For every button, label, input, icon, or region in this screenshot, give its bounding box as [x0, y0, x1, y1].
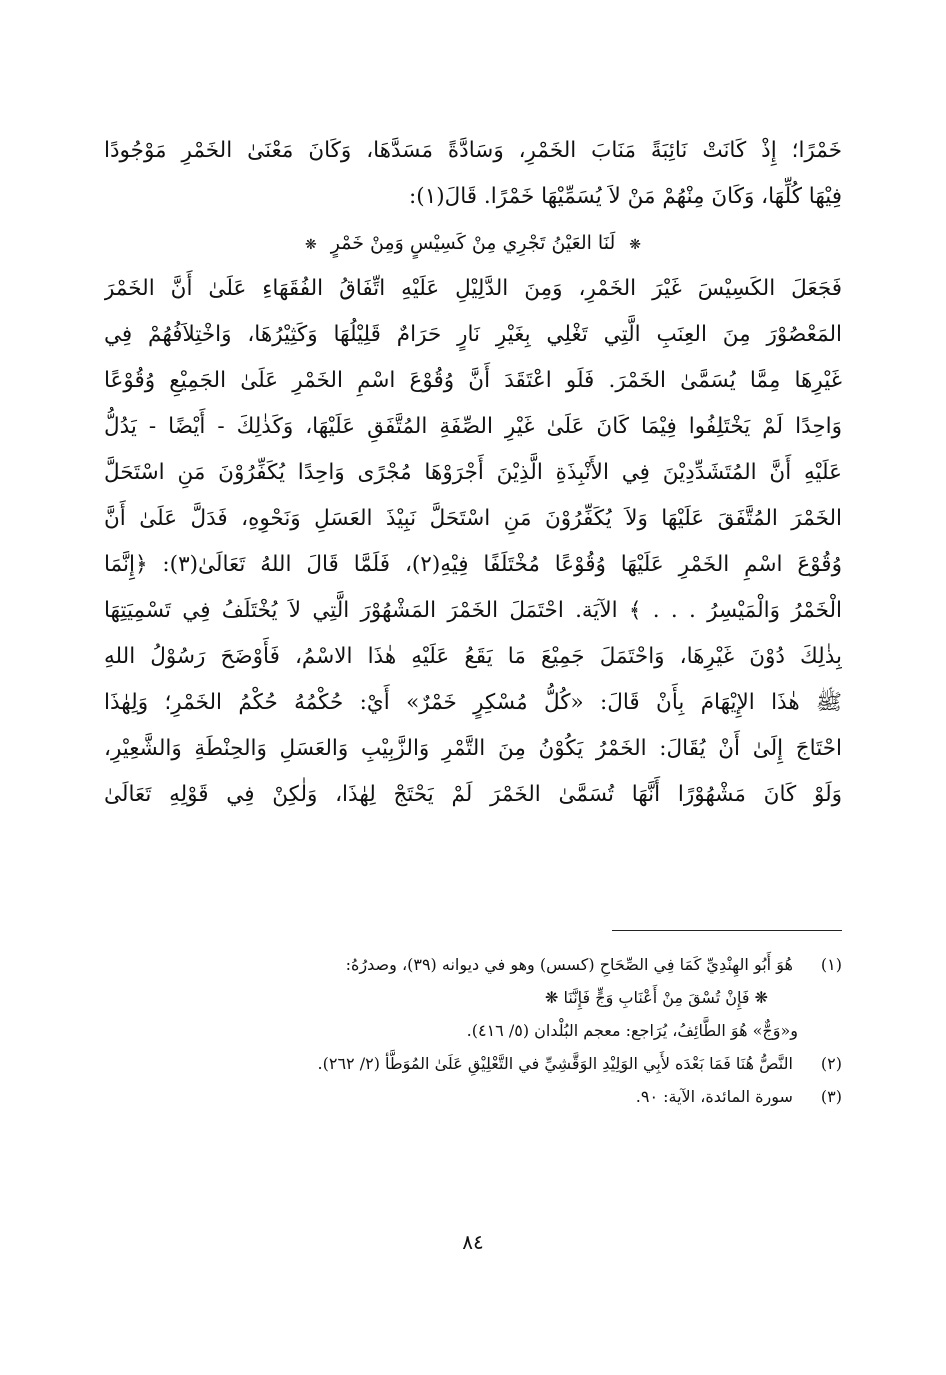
- footnote-text: سورة المائدة، الآية: ٩٠.: [635, 1087, 793, 1106]
- footnote-text: النَّصُّ هُنَا فَمَا بَعْدَه لأَبِي الوَلِيْدِ الوَقَّشِيِّ في التَّعْلِيْقِ عَلَىٰ المُوَطَّأ (٢/ ٢٦٢).: [317, 1054, 793, 1073]
- text-line: خَمْرًا؛ إِذْ كَانَتْ نَائِبَةً مَنَابَ الخَمْرِ، وَسَادَّةً مَسَدَّهَا، وَكَانَ مَعْنَىٰ الخَمْرِ مَوْجُودًا: [104, 138, 842, 163]
- footnote-number: (١): [820, 955, 842, 974]
- main-text: [104, 128, 842, 818]
- star-ornament-icon: ❋: [305, 237, 317, 253]
- text-line: وَلَوْ كَانَ مَشْهُوْرًا أَنَّهَا تُسَمَّىٰ الخَمْرَ لَمْ يَحْتَجْ لِهٰذَا، وَلٰكِنْ فِي قَوْلِهِ تَعَالَىٰ: [104, 782, 842, 807]
- text-line: فِيْهَا كُلِّهَا، وَكَانَ مِنْهُمْ مَنْ لاَ يُسَمِّيْهَا خَمْرًا. قَالَ(١):: [409, 184, 842, 209]
- star-ornament-icon: ❋: [629, 237, 641, 253]
- text-line: وُقُوْعَ اسْمِ الخَمْرِ عَلَيْهَا وُقُوْعًا مُخْتَلَفًا فِيْهِ(٢)، فَلَمَّا قَالَ اللهُ تَعَالَىٰ(٣): ﴿إِنَّمَا: [104, 552, 842, 577]
- footnote-verse: ❋ فَإِنْ تُسْقَ مِنْ أَعْنَابِ وَجٍّ فَإِنَّنَا ❋: [545, 988, 768, 1007]
- footnote: [120, 1047, 842, 1080]
- footnote: [120, 1080, 842, 1113]
- poetry-verse: [104, 220, 842, 266]
- text-line: الخَمْرَ المُتَّفَقَ عَلَيْهَا وَلاَ يُكَفِّرُوْنَ مَنِ اسْتَحَلَّ نَبِيْذَ العَسَلِ وَنَحْوِهِ، فَدَلَّ عَلَىٰ أَنَّ: [104, 506, 842, 531]
- text-line: غَيْرِهَا مِمَّا يُسَمَّىٰ الخَمْرَ. فَلَو اعْتَقَدَ أَنَّ وُقُوْعَ اسْمِ الخَمْرِ عَلَىٰ الجَمِيْعِ وُقُوْعًا: [104, 368, 842, 393]
- footnote-number: (٢): [820, 1054, 842, 1073]
- footnote-number: (٣): [820, 1087, 842, 1106]
- page-number: ٨٤: [462, 1230, 484, 1254]
- footnote-text: هُوَ أَبُو الهِنْدِيِّ كَمَا فِي الصِّحَاحِ (كسس) وهو في ديوانه (٣٩)، وصدرُهُ:: [345, 955, 793, 974]
- footnote-divider: [612, 930, 842, 931]
- text-line: فَجَعَلَ الكَسِيْسَ غَيْرَ الخَمْرِ، وَمِنَ الدَّلِيْلِ عَلَيْهِ اتِّفَاقُ الفُقَهَاءِ عَلَىٰ أَنَّ الخَمْرَ: [104, 276, 842, 301]
- text-line: بِذٰلِكَ دُوْنَ غَيْرِهَا، وَاحْتَمَلَ جَمِيْعَ مَا يَقَعُ عَلَيْهِ هٰذَا الاسْمُ، فَأَوْضَحَ رَسُوْلُ اللهِ: [104, 644, 842, 669]
- footnotes: [120, 948, 842, 1113]
- text-line: عَلَيْهِ أَنَّ المُتَشَدِّدِيْنَ فِي الأَنْبِذَةِ الَّذِيْنَ أَجْرَوْهَا مُجْرًى وَاحِدًا يُكَفِّرُوْنَ مَنِ اسْتَحَلَّ: [104, 460, 842, 485]
- footnote: [120, 948, 842, 981]
- text-line: الْخَمْرُ وَالْمَيْسِرُ . . . ﴾ الآيَة. احْتَمَلَ الخَمْرَ المَشْهُوْرَ الَّتِي لاَ يُخْتَلَفُ فِي تَسْمِيَتِهَا: [104, 598, 842, 623]
- text-line: ﷺ هٰذَا الإِيْهَامَ بِأَنْ قَالَ: «كُلُّ مُسْكِرٍ خَمْرٌ» أَيْ: حُكْمُهُ حُكْمُ الخَمْرِ؛ وَلِهٰذَا: [104, 690, 842, 715]
- verse-text: لَنَا العَيْنُ تَجْرِي مِنْ كَسِيْسٍ وَمِنْ خَمْرٍ: [330, 232, 616, 254]
- text-line: احْتَاجَ إِلَىٰ أَنْ يُقَالَ: الخَمْرُ يَكُوْنُ مِنَ التَّمْرِ وَالزَّبِيْبِ وَالعَسَلِ وَالحِنْطَةِ وَالشَّعِيْرِ،: [104, 736, 842, 761]
- footnote-continuation: و«وَجٌّ» هُوَ الطَّائِفُ، يُرَاجع: معجم البُلْدان (٥/ ٤١٦).: [466, 1021, 798, 1040]
- text-line: وَاحِدًا لَمْ يَخْتَلِفُوا فِيْمَا كَانَ عَلَىٰ غَيْرِ الصِّفَةِ المُتَّفَقِ عَلَيْهَا، وَكَذٰلِكَ - أَيْضًا - يَدُلُّ: [104, 414, 842, 439]
- text-line: المَعْصُوْرَ مِنَ العِنَبِ الَّتِي تَغْلِي بِغَيْرِ نَارٍ حَرَامٌ قَلِيْلُهَا وَكَثِيْرُهَا، وَاخْتِلاَفُهُمْ فِي: [104, 322, 842, 347]
